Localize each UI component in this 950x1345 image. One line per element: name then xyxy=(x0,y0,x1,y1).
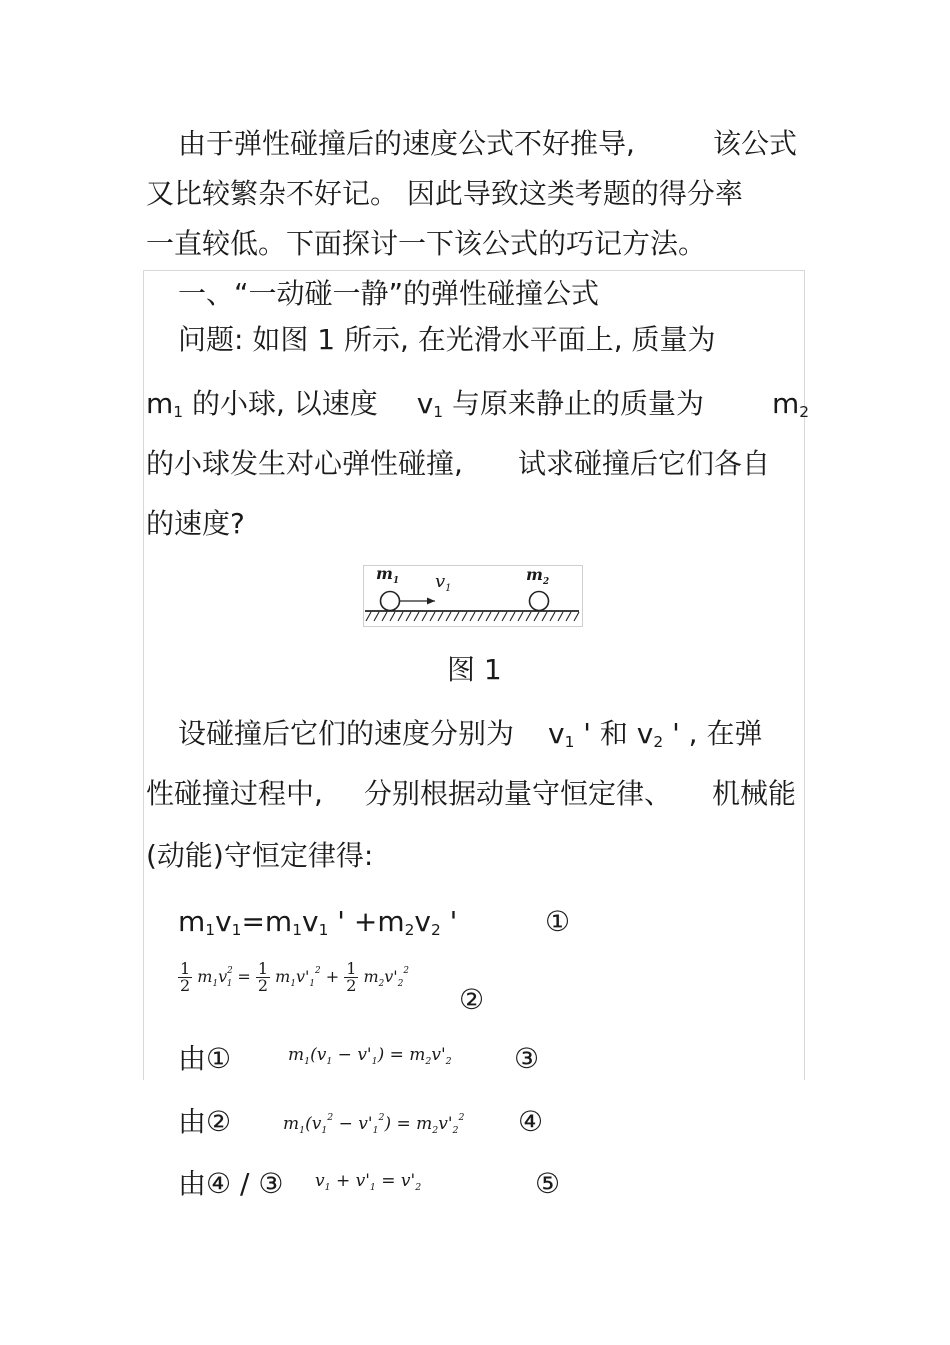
problem-text-d: 与原来静止的质量为 xyxy=(443,387,704,420)
problem-line-4: 的速度? xyxy=(146,507,245,540)
fig-label-m2: $m_2$ xyxy=(526,565,550,587)
v1-sub: 1 xyxy=(433,403,444,421)
m1-sub: 1 xyxy=(173,403,184,421)
box-top-border xyxy=(143,270,805,271)
equation-3-prefix: 由① xyxy=(178,1042,232,1075)
equation-4-prefix: 由② xyxy=(178,1105,232,1138)
equation-1: $m_1v_1=m_1v_1$ ' $+m_2v_2$ ' xyxy=(178,905,458,939)
section-title: 一、“一动碰一静”的弹性碰撞公式 xyxy=(178,277,600,310)
equation-3: $m_1(v_1 - v'_1) = m_2v'_2$ xyxy=(288,1045,452,1067)
equation-2-number: ② xyxy=(459,983,485,1016)
equation-1-number: ① xyxy=(545,905,571,938)
v1-prime-symbol: v xyxy=(548,717,565,750)
setup-text-a: 设碰撞后它们的速度分别为 xyxy=(178,717,515,750)
setup-line-3: (动能)守恒定律得: xyxy=(146,839,374,872)
setup-line-1: 设碰撞后它们的速度分别为 $v_1$ ' 和 $v_2$ ' , 在弹 xyxy=(178,717,763,751)
m2-sub: 2 xyxy=(799,403,810,421)
problem-line-2 xyxy=(146,386,811,430)
m2-symbol: m xyxy=(772,387,800,420)
m1-symbol: m xyxy=(146,387,174,420)
problem-line-3-end: 试求碰撞后它们各自 xyxy=(518,447,771,480)
equation-5: $v_1 + v'_1 = v'_2$ xyxy=(315,1171,422,1193)
ball-m1 xyxy=(381,592,400,611)
setup-line-2: 性碰撞过程中, xyxy=(146,777,323,810)
equation-2: $\frac{1}{2}$ $m_1v^2_1$ = $\frac{1}{2}$ $m_1v'_1^2$ + $\frac{1}{2}$ $m_2v'_2^2$ xyxy=(180,959,409,995)
problem-line-3: 的小球发生对心弹性碰撞, xyxy=(146,447,463,480)
box-left-border xyxy=(143,270,144,1080)
figure-caption: 图 1 xyxy=(447,653,502,686)
equation-4: $m_1(v_1^2 - v'_1^2) = m_2v'_2^2$ xyxy=(283,1112,465,1136)
fig-label-v1: $v_1$ xyxy=(435,571,452,594)
paragraph-line-1-end: 该公式 xyxy=(713,127,798,160)
v1-symbol: v xyxy=(416,387,434,420)
problem-line-1: 问题: 如图 1 所示, 在光滑水平面上, 质量为 xyxy=(178,323,716,356)
paragraph-line-3: 一直较低。下面探讨一下该公式的巧记方法。 xyxy=(146,227,707,260)
equation-5-prefix: 由④ / ③ xyxy=(178,1167,284,1200)
setup-line-2-mid: 分别根据动量守恒定律、 xyxy=(364,777,673,810)
setup-line-2-end: 机械能 xyxy=(712,777,797,810)
setup-text-c: ' 和 v xyxy=(574,717,654,750)
fig-label-m1: $m_1$ xyxy=(376,564,400,586)
ball-m2 xyxy=(530,592,549,611)
problem-text-b: 的小球, 以速度 xyxy=(183,387,378,420)
equation-3-number: ③ xyxy=(514,1042,540,1075)
paragraph-line-2: 又比较繁杂不好记。 因此导致这类考题的得分率 xyxy=(146,177,743,210)
paragraph-line-1: 由于弹性碰撞后的速度公式不好推导, xyxy=(178,127,635,160)
figure-1 xyxy=(363,565,583,627)
setup-text-d: ' , 在弹 xyxy=(663,717,763,750)
equation-4-number: ④ xyxy=(518,1105,544,1138)
equation-5-number: ⑤ xyxy=(535,1167,561,1200)
problem-m2 xyxy=(772,386,809,430)
